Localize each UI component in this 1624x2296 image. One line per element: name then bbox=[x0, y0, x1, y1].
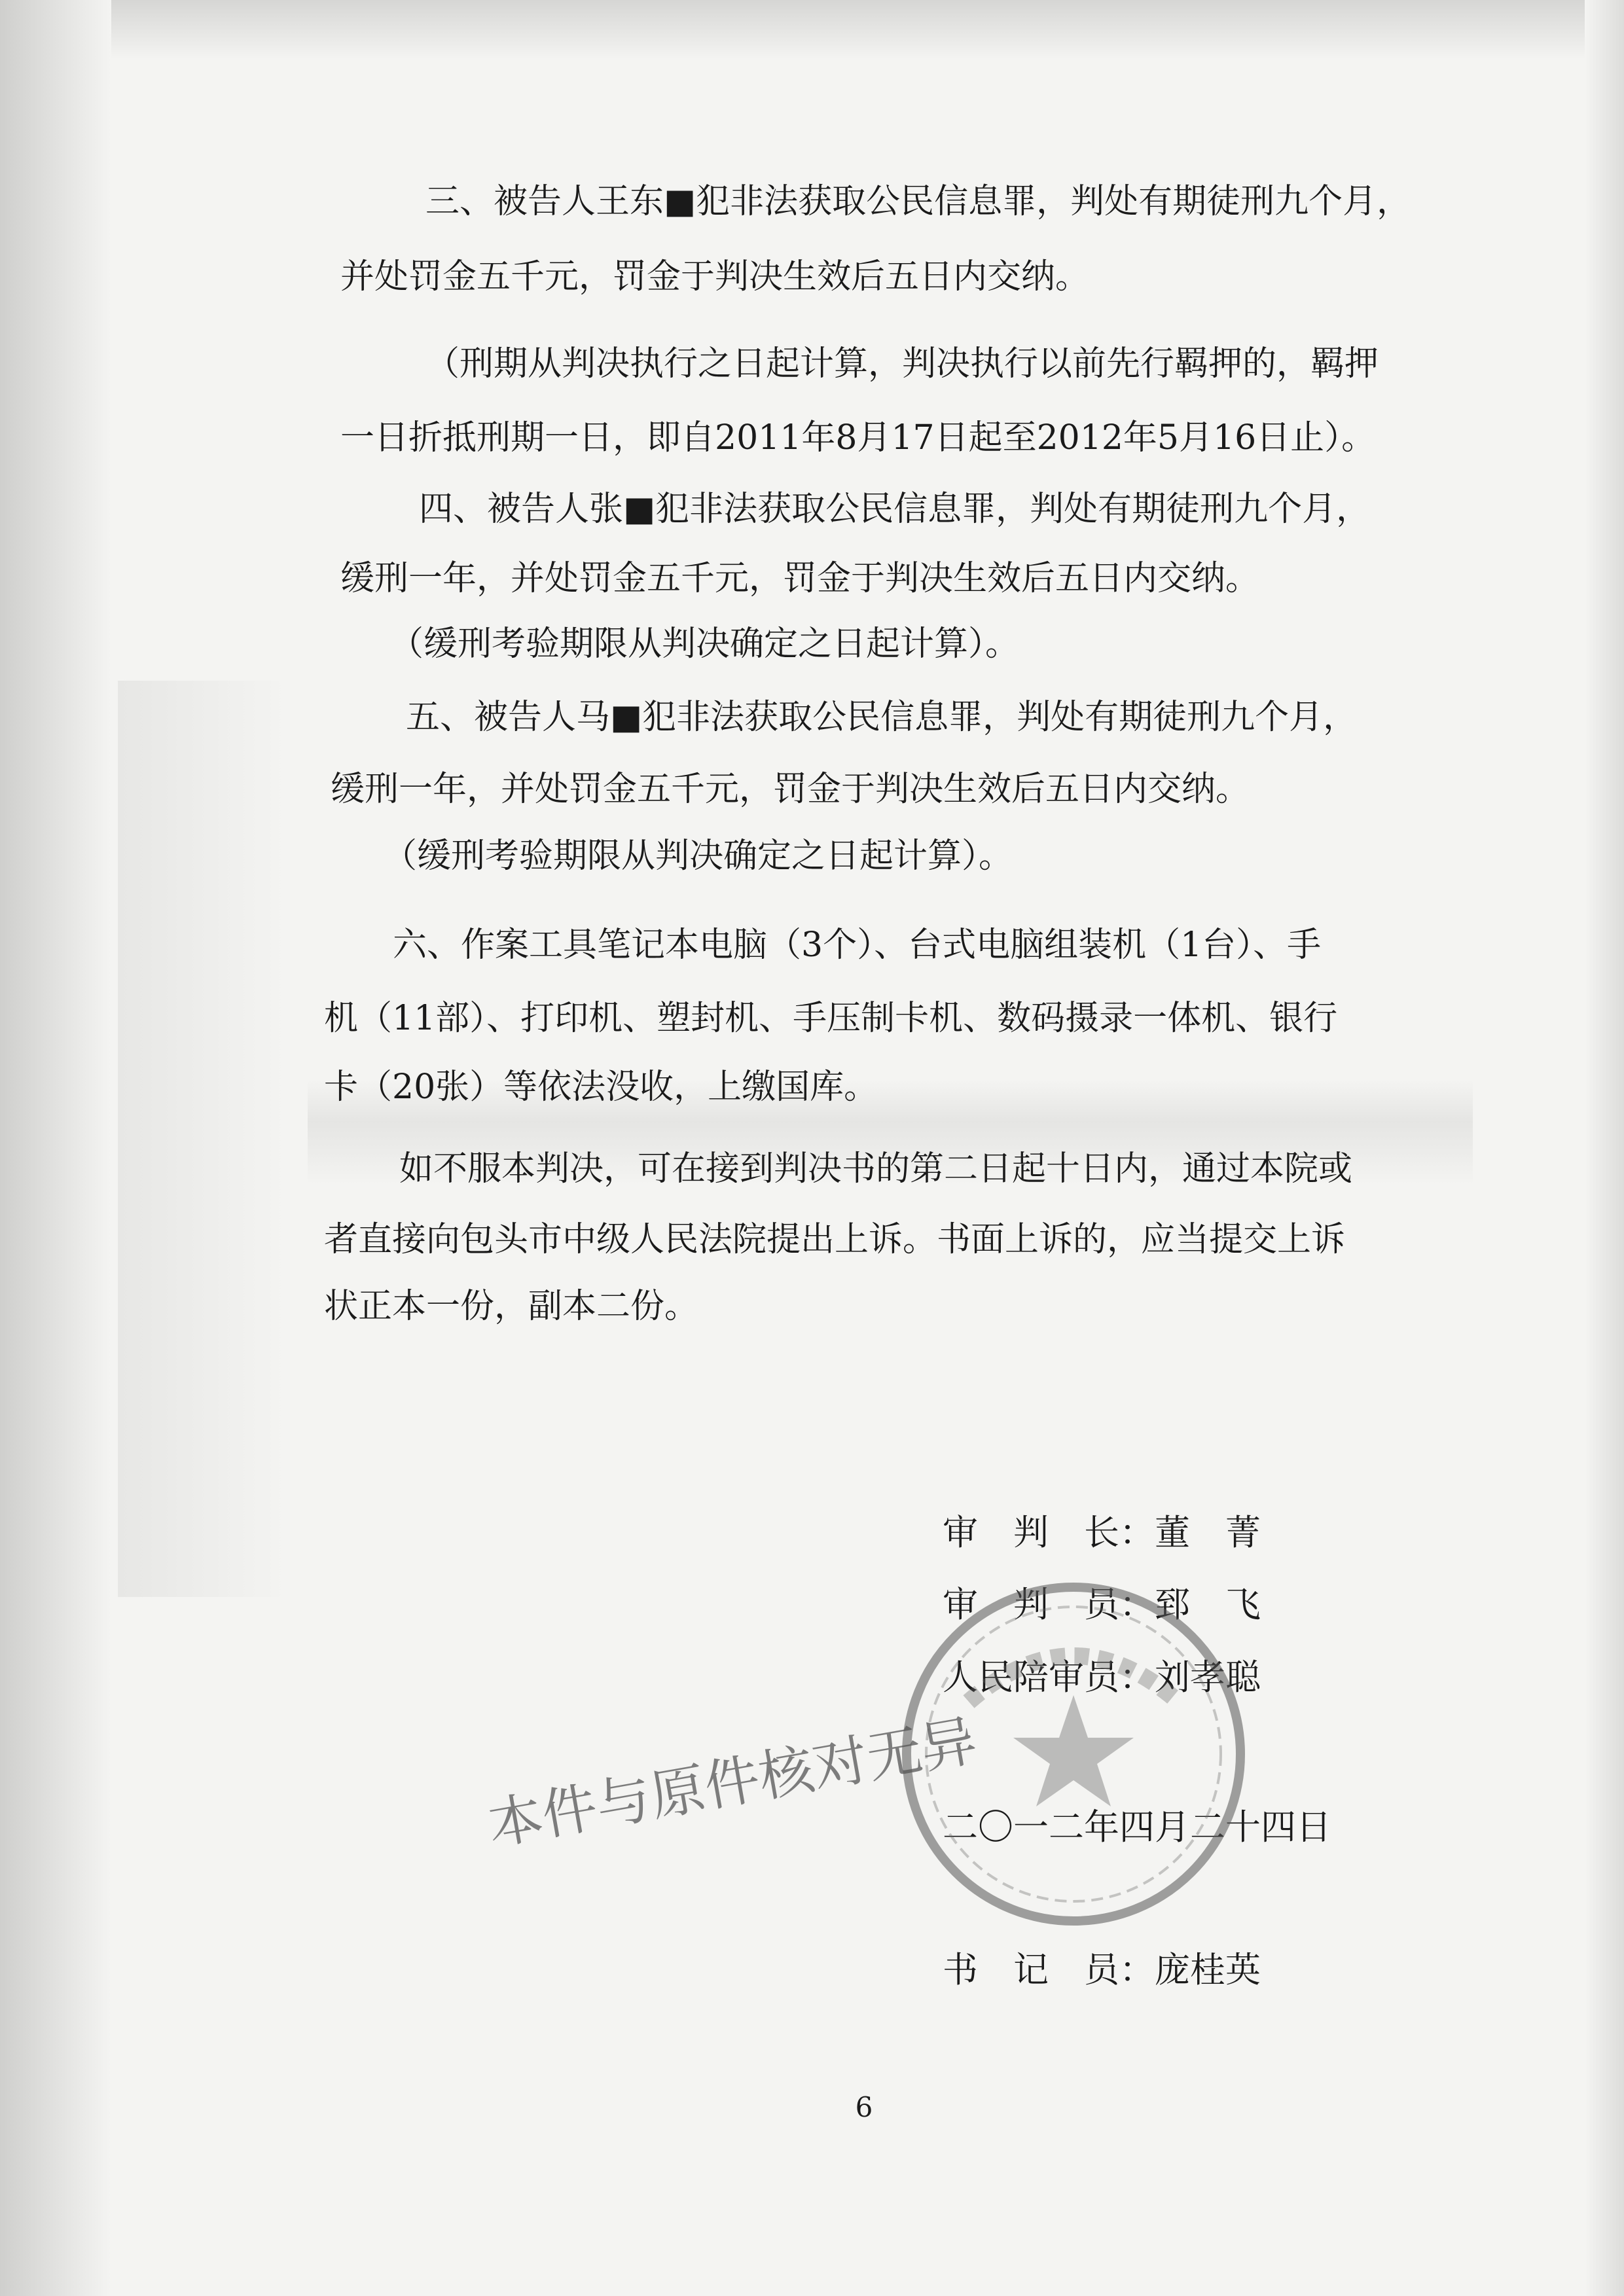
scan-shadow-right bbox=[1585, 0, 1624, 2296]
text-line: 卡（20张）等依法没收，上缴国库。 bbox=[324, 1067, 878, 1107]
text-line: 六、作案工具笔记本电脑（3个）、台式电脑组装机（1台）、手 bbox=[393, 925, 1322, 965]
chief-judge-line: 审 判 长：董 菁 bbox=[943, 1512, 1261, 1553]
text-line: （缓刑考验期限从判决确定之日起计算）。 bbox=[383, 836, 1013, 876]
verification-stamp-icon bbox=[458, 1702, 982, 1872]
text-line: 缓刑一年，并处罚金五千元，罚金于判决生效后五日内交纳。 bbox=[331, 770, 1250, 809]
date-line: 二〇一二年四月二十四日 bbox=[943, 1806, 1331, 1848]
text-line: 者直接向包头市中级人民法院提出上诉。书面上诉的，应当提交上诉 bbox=[324, 1220, 1346, 1259]
scan-shadow-top bbox=[0, 0, 1624, 59]
text-line: 一日折抵刑期一日，即自2011年8月17日起至2012年5月16日止）。 bbox=[340, 418, 1376, 457]
page-number: 6 bbox=[855, 2091, 873, 2123]
text-line: 三、被告人王东■犯非法获取公民信息罪，判处有期徒刑九个月， bbox=[425, 182, 1411, 221]
scan-shadow-left bbox=[0, 0, 111, 2296]
text-line: 缓刑一年，并处罚金五千元，罚金于判决生效后五日内交纳。 bbox=[340, 559, 1260, 598]
text-line: 五、被告人马■犯非法获取公民信息罪，判处有期徒刑九个月， bbox=[406, 698, 1358, 737]
judge-line: 审 判 员：郅 飞 bbox=[943, 1584, 1261, 1625]
stamp-text: 本件与原件核对无异 bbox=[482, 1708, 982, 1857]
text-line: 机（11部）、打印机、塑封机、手压制卡机、数码摄录一体机、银行 bbox=[324, 999, 1338, 1038]
text-line: 并处罚金五千元，罚金于判决生效后五日内交纳。 bbox=[340, 257, 1090, 296]
juror-line: 人民陪审员：刘孝聪 bbox=[943, 1657, 1261, 1698]
text-line: （刑期从判决执行之日起计算，判决执行以前先行羁押的，羁押 bbox=[425, 344, 1379, 384]
text-line: 四、被告人张■犯非法获取公民信息罪，判处有期徒刑九个月， bbox=[419, 490, 1371, 529]
text-line: 如不服本判决，可在接到判决书的第二日起十日内，通过本院或 bbox=[399, 1149, 1353, 1189]
text-line: （缓刑考验期限从判决确定之日起计算）。 bbox=[389, 624, 1020, 664]
text-line: 状正本一份，副本二份。 bbox=[324, 1287, 699, 1326]
clerk-line: 书 记 员：庞桂英 bbox=[943, 1949, 1261, 1990]
bleed-through-left bbox=[118, 681, 288, 1597]
